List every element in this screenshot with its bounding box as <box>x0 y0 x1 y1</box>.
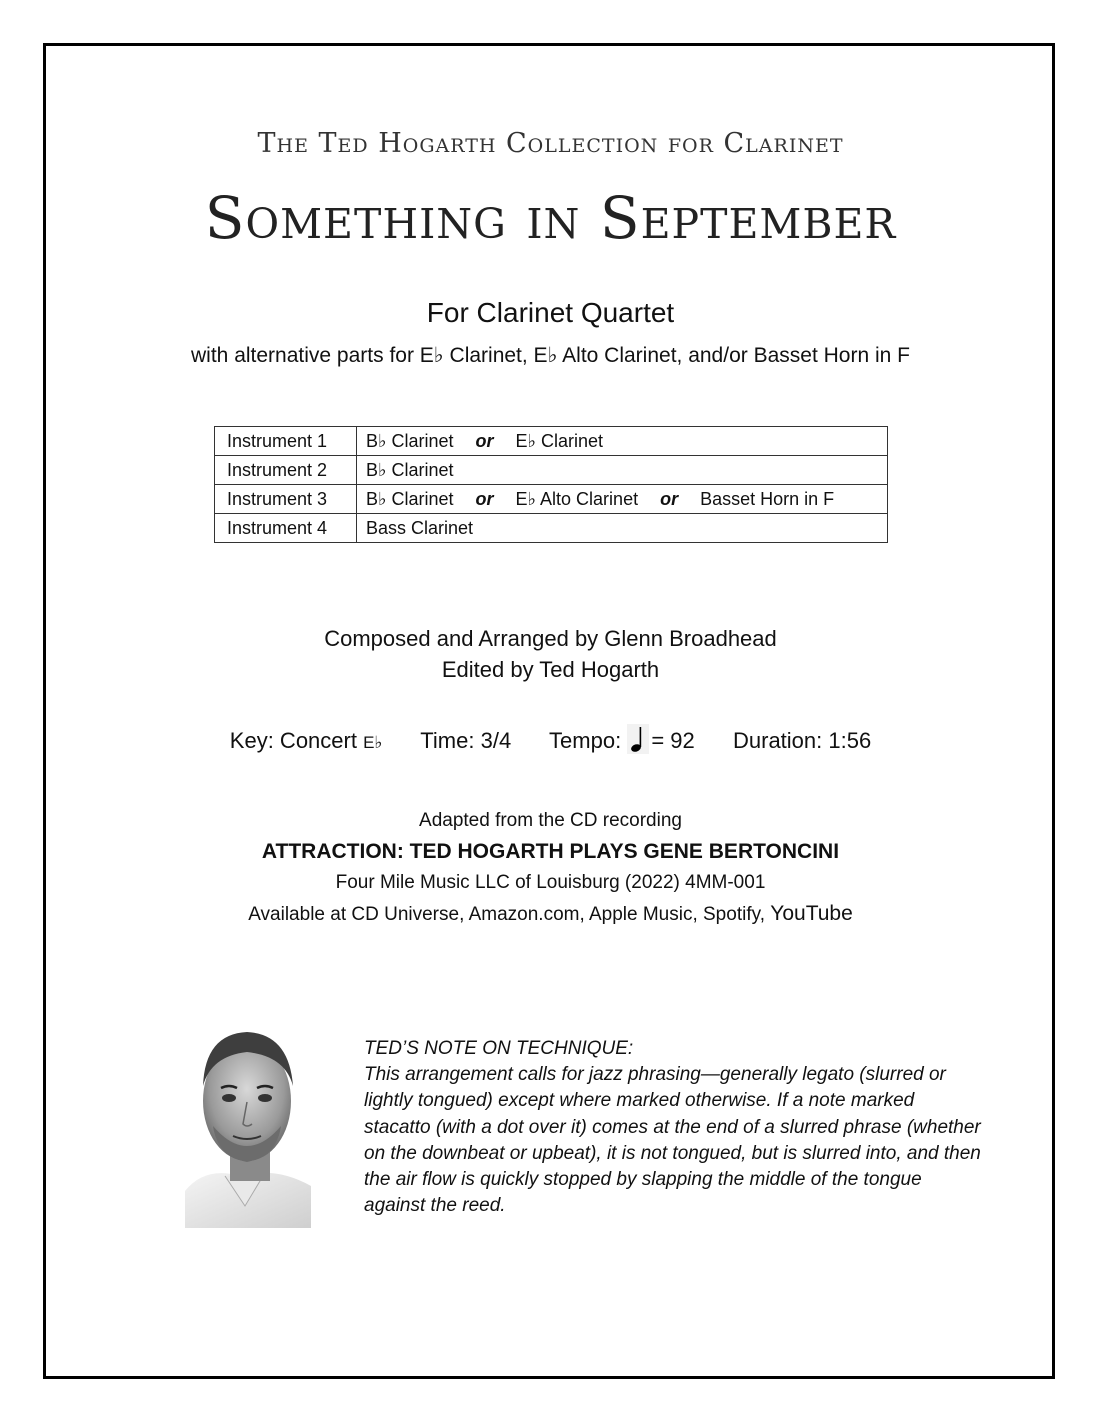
adapted-note: Adapted from the CD recording <box>419 810 682 831</box>
part: B♭ Clarinet <box>366 430 454 451</box>
tempo-value: = 92 <box>651 728 695 753</box>
instrument-label: Instrument 2 <box>215 456 357 485</box>
editor-credit: Edited by Ted Hogarth <box>441 657 660 682</box>
key-value: E♭ <box>363 733 383 752</box>
time-signature: Time: 3/4 <box>420 728 512 753</box>
instrument-parts <box>357 427 888 456</box>
part: E♭ Alto Clarinet <box>515 488 639 509</box>
piece-details <box>0 724 1101 754</box>
record-label: Four Mile Music LLC of Louisburg (2022) 4MM-001 <box>335 872 766 893</box>
subtitle: For Clarinet Quartet <box>426 297 675 328</box>
technique-note <box>364 1036 984 1219</box>
tempo-label: Tempo: <box>549 728 622 753</box>
album-title: ATTRACTION: TED HOGARTH PLAYS GENE BERTONCINI <box>261 840 840 863</box>
instrument-label: Instrument 3 <box>215 485 357 514</box>
availability: Available at CD Universe, Amazon.com, Apple Music, Spotify, YouTube <box>248 902 853 925</box>
table-row <box>215 485 888 514</box>
part: B♭ Clarinet <box>366 488 454 509</box>
part: E♭ Clarinet <box>515 430 604 451</box>
table-row <box>215 514 888 543</box>
composer-credit: Composed and Arranged by Glenn Broadhead <box>324 626 777 651</box>
instrument-parts <box>357 514 888 543</box>
instrument-table <box>214 426 888 543</box>
table-row <box>215 427 888 456</box>
part: B♭ Clarinet <box>366 459 454 480</box>
part: Bass Clarinet <box>366 517 474 538</box>
series-title: The Ted Hogarth Collection for Clarinet <box>257 128 844 159</box>
piece-title: Something in September <box>204 184 897 252</box>
portrait-photo <box>185 1016 311 1228</box>
alternative-parts: with alternative parts for E♭ Clarinet, E♭ Alto Clarinet, and/or Basset Horn in F <box>191 344 910 367</box>
instrument-label: Instrument 4 <box>215 514 357 543</box>
technique-heading: TED’S NOTE ON TECHNIQUE: <box>364 1038 634 1059</box>
duration: Duration: 1:56 <box>733 728 872 753</box>
instrument-parts <box>357 456 888 485</box>
or-word: or <box>660 488 679 509</box>
instrument-label: Instrument 1 <box>215 427 357 456</box>
youtube-text: YouTube <box>770 902 853 925</box>
part: Basset Horn in F <box>700 488 835 509</box>
or-word: or <box>475 430 494 451</box>
instrument-parts <box>357 485 888 514</box>
quarter-note-icon <box>627 724 649 754</box>
table-row <box>215 456 888 485</box>
key-label: Key: Concert <box>229 728 357 753</box>
or-word: or <box>475 488 494 509</box>
technique-body: This arrangement calls for jazz phrasing—generally legato (slurred or lightly tongued) except where marked otherwise. If a note marked stacatto (with a dot over it) comes at the end of a slurred phrase (whether on the downbeat or upbeat), it is not tongued, but is slurred into, and then the air flow is quickly stopped by slapping the middle of the tongue against the reed. <box>364 1064 981 1217</box>
